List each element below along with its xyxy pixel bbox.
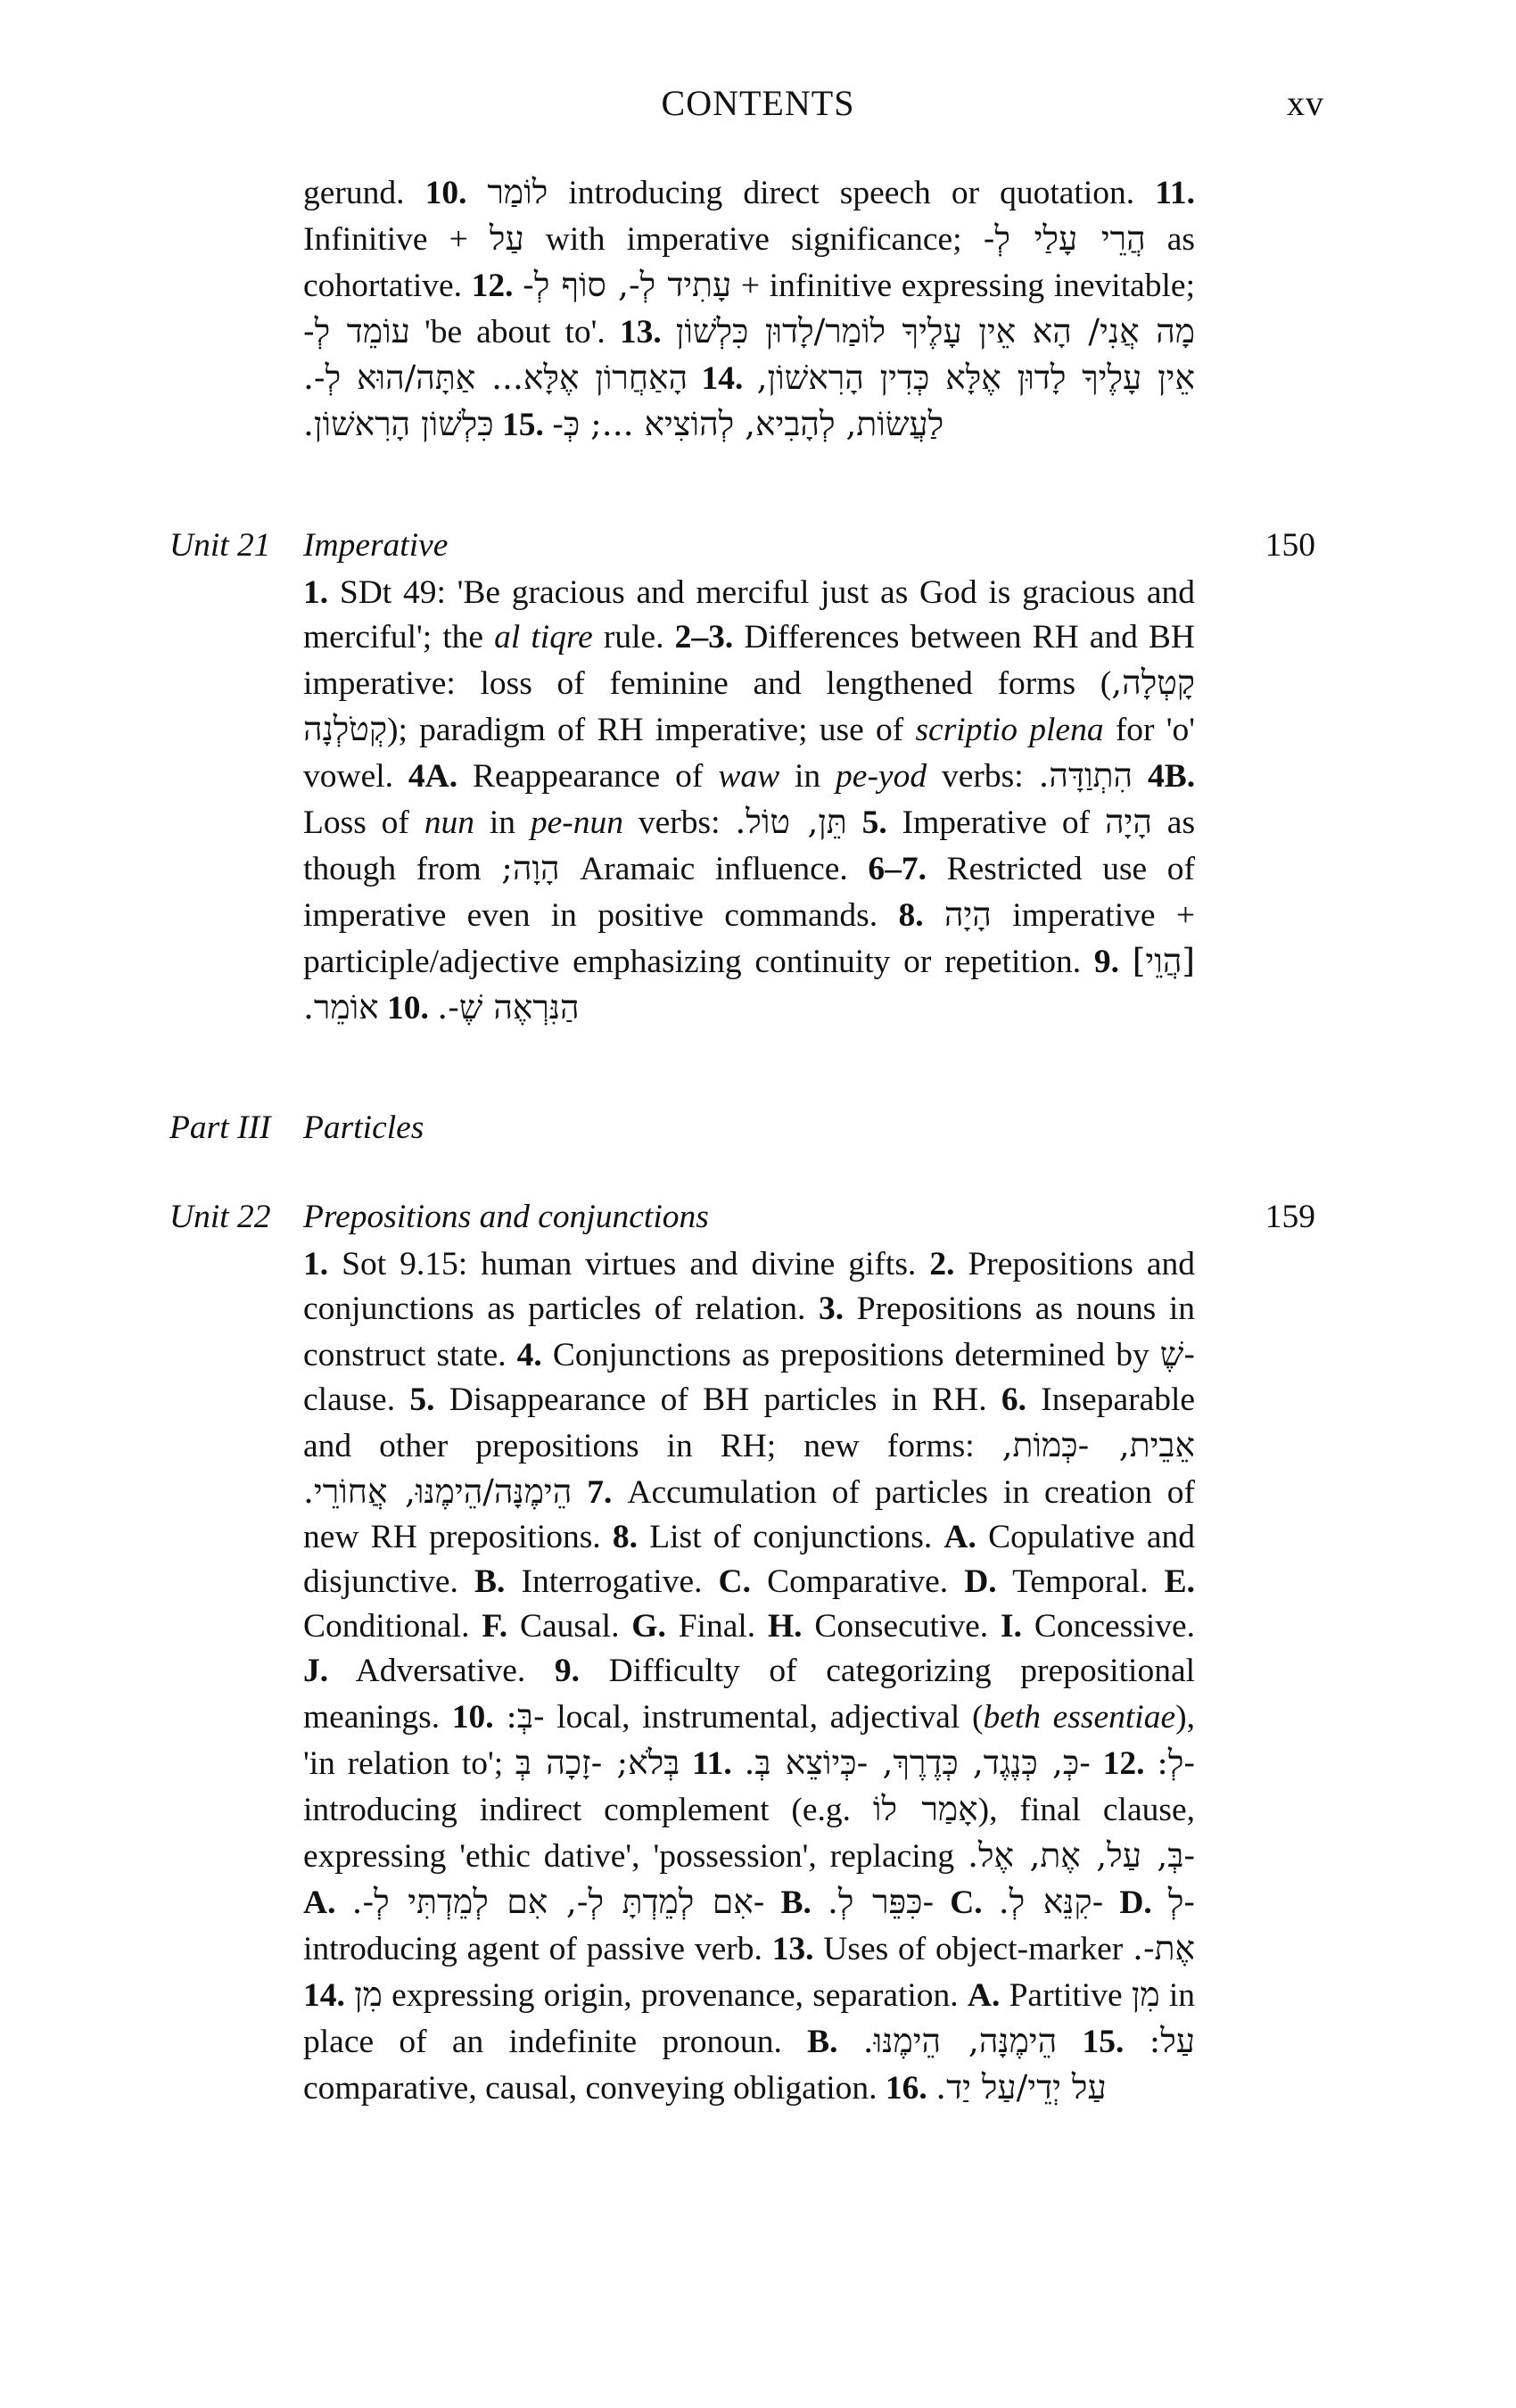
running-header: CONTENTS: [661, 83, 855, 123]
unit-21-label: Unit 21: [169, 527, 271, 564]
unit-21-heading: Imperative: [303, 527, 449, 564]
part-3-label: Part III: [169, 1109, 271, 1146]
unit-21-entries: 1. SDt 49: 'Be gracious and merciful just as God is gracious and merciful'; the al tiqre rule. 2–3. Differences between RH and BH imperative: loss of feminine and lengthened forms (קָטְלָה, קְטֹלְנָה); paradigm of RH imperative; use of scriptio plena for 'o' vowel. 4A. Reappearance of waw in pe-yod verbs: הִתְוַדָּה. 4B. Loss of nun in pe-nun verbs: תֵּן, טוֹל. 5. Imperative of הָיָה as though from הָוָה; Aramaic influence. 6–7. Restricted use of imperative even in positive commands. 8. הָיָה imperative + participle/adjective emphasizing continuity or repetition. 9. [הֲוֵי] אוֹמֵר. 10. הַנִּרְאֶה שֶׁ-.: [303, 574, 1196, 1027]
part-3-heading: Particles: [303, 1109, 424, 1146]
unit-21-page: 150: [1265, 527, 1315, 564]
unit-22-page: 159: [1265, 1199, 1315, 1235]
gerund-section-entries: gerund. 10. לוֹמַר introducing direct speech or quotation. 11. Infinitive + עַל with imperative significance; הֲרֵי עָלַי לְ- as cohortative. 12. עָתִיד לְ-, סוֹף לְ- + infinitive expressing inevitable; עוֹמֵד לְ- 'be about to'. 13. מָה אֲנִי/ הָא אֵין עָלֶיךָ לוֹמַר/לָדוּן כִּלְשׁוֹן הָאַחֲרוֹן אֶלָּא... אַתָּה/הוּא לְ-. 14. אֵין עָלֶיךָ לָדוּן אֶלָּא כְּדִין הָרִאשׁוֹן, כִּלְשׁוֹן הָרִאשׁוֹן. 15. לַעֲשׂוֹת, לְהָבִיא, לְהוֹצִיא ...; כְּ-: [303, 172, 1196, 443]
unit-22-heading: Prepositions and conjunctions: [303, 1199, 709, 1235]
page-number: xv: [1287, 83, 1324, 123]
unit-22-entries: 1. Sot 9.15: human virtues and divine gifts. 2. Prepositions and conjunctions as particles of relation. 3. Prepositions as nouns in construct state. 4. Conjunctions as prepositions determined by -שֶׁ clause. 5. Disappearance of BH particles in RH. 6. Inseparable and other prepositions in RH; new forms: אֵבֵית, -כְּמוֹת, הֵימֶנָּה/הֵימֶנּוּ, אֲחוֹרֵי. 7. Accumulation of particles in creation of new RH prepositions. 8. List of conjunctions. A. Copulative and disjunctive. B. Interrogative. C. Comparative. D. Temporal. E. Conditional. F. Causal. G. Final. H. Consecutive. I. Concessive. J. Adversative. 9. Difficulty of categorizing prepositional meanings. 10. -בְּ: local, instrumental, adjectival (beth essentiae), 'in relation to'; בְּלֹא; -זָכָה בְּ 11. -כְּ, כְּנֶגֶד, כְּדֶרֶךְ, -כְּיוֹצֵא בְּ. 12. -לְ: introducing indirect complement (e.g. אָמַר לוֹ), final clause, expressing 'ethic dative', 'possession', replacing -בְּ, עַל, אֶת, אֶל. A. -אִם לְמֵדְתָּ לְ-, אִם לְמֵדְתִּי לְ-. B. -כִּפֵּר לְ. C. -קִנֵּא לְ. D. -לְ introducing agent of passive verb. 13. Uses of object-marker אֶת-. 14. מִן expressing origin, provenance, separation. A. Partitive מִן in place of an indefinite pronoun. B. הֵימֶנָּה, הֵימֶנּוּ. 15. עַל: comparative, causal, conveying obligation. 16. עַל יְדֵי/עַל יַד.: [303, 1246, 1196, 2107]
unit-22-label: Unit 22: [169, 1199, 271, 1235]
